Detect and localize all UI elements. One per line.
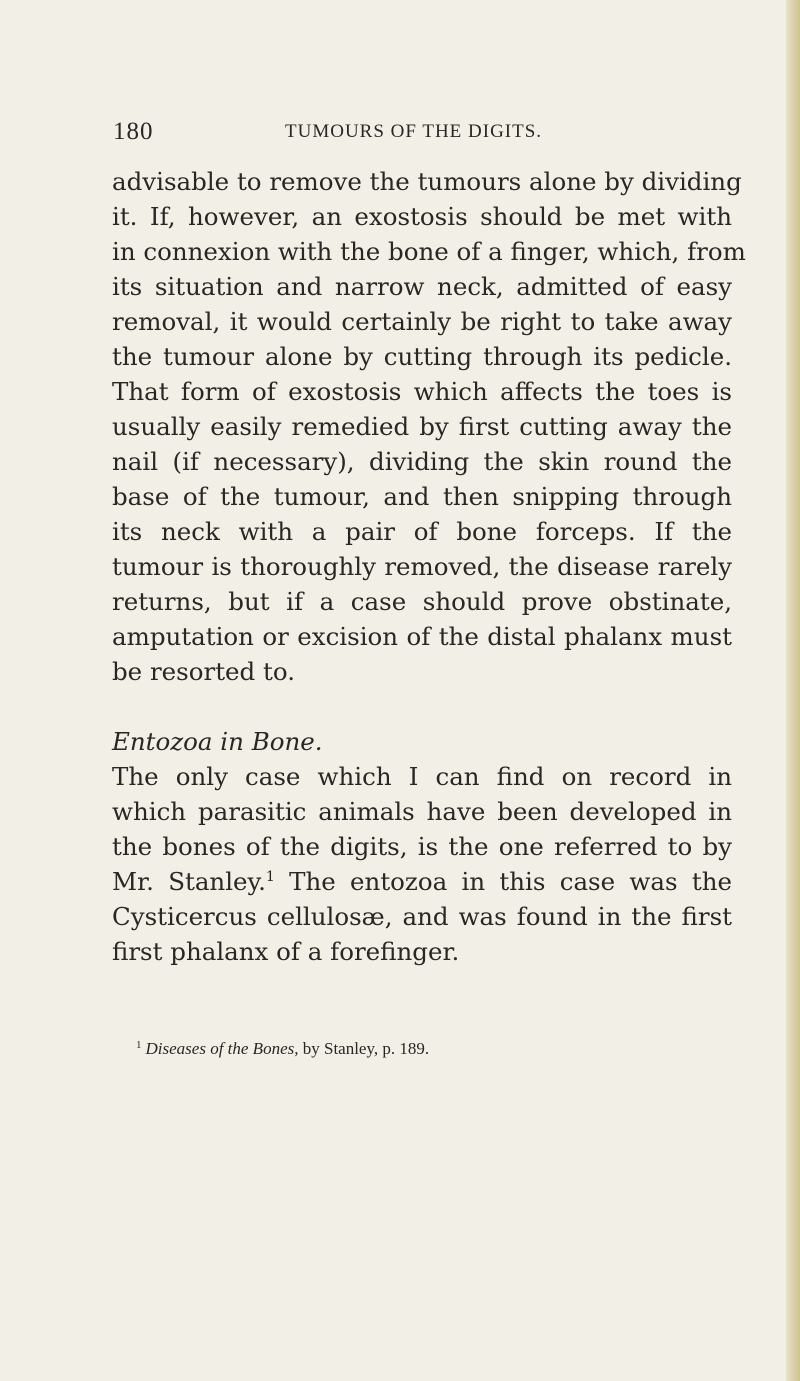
running-head [113,118,713,148]
footnote [136,1039,429,1059]
text-line: tumour is thoroughly removed, the disease rarely [112,552,732,581]
section-heading: Entozoa in Bone. [112,727,323,756]
footnote-book-title: Diseases of the Bones, [145,1039,299,1058]
text-line: removal, it would certainly be right to take away [112,307,732,336]
ref-line-end: The entozoa in this case was the [274,867,732,896]
page-number: 180 [113,118,154,145]
text-line: advisable to remove the tumours alone by dividing [112,167,742,196]
running-title: TUMOURS OF THE DIGITS. [285,121,543,142]
text-line: amputation or excision of the distal phalanx must [112,622,732,651]
text-line: first phalanx of a forefinger. [112,937,460,966]
page-edge [786,0,800,1381]
footnote-reference-marker: 1 [265,869,275,885]
text-line-with-reference [112,864,732,899]
body-text [112,164,746,969]
text-line: it. If, however, an exostosis should be met with [112,202,732,231]
text-line: Cysticercus cellulosæ, and was found in the first [112,902,732,931]
text-line: its situation and narrow neck, admitted of easy [112,272,732,301]
text-line: That form of exostosis which affects the toes is [112,377,732,406]
text-line: The only case which I can find on record in [112,762,732,791]
text-line: in connexion with the bone of a finger, which, from [112,237,746,266]
text-line: usually easily remedied by first cutting away the [112,412,732,441]
text-line: which parasitic animals have been developed in [112,797,732,826]
text-line: be resorted to. [112,657,295,686]
text-line: base of the tumour, and then snipping through [112,482,732,511]
text-line: its neck with a pair of bone forceps. If the [112,517,732,546]
text-line: the tumour alone by cutting through its pedicle. [112,342,732,371]
text-line: returns, but if a case should prove obstinate, [112,587,732,616]
text-line: the bones of the digits, is the one referred to by [112,832,732,861]
footnote-marker: 1 [136,1039,142,1051]
ref-line-start: Mr. Stanley. [112,867,266,896]
footnote-citation: by Stanley, p. 189. [298,1039,430,1058]
text-line: nail (if necessary), dividing the skin round the [112,447,732,476]
section-gap [112,689,732,724]
